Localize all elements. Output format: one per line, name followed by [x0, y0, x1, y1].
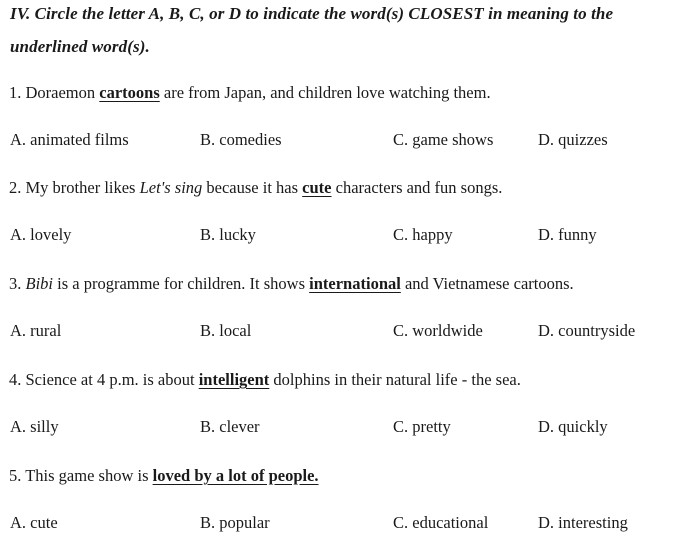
stem-text: 1. Doraemon	[9, 83, 100, 102]
stem-text: Bibi	[25, 274, 53, 293]
instruction-line-2: underlined word(s).	[10, 37, 150, 56]
option-5-c[interactable]: C. educational	[393, 513, 489, 532]
option-1-c[interactable]: C. game shows	[393, 130, 494, 149]
option-3-b[interactable]: B. local	[200, 321, 252, 340]
option-4-c[interactable]: C. pretty	[393, 417, 451, 436]
option-2-c[interactable]: C. happy	[393, 225, 453, 244]
underlined-keyword: loved by a lot of people.	[152, 466, 319, 485]
question-stem-1	[9, 83, 491, 103]
stem-text: are from Japan, and children love watching them.	[159, 83, 491, 102]
stem-text: is a programme for children. It shows	[53, 274, 310, 293]
question-stem-2	[9, 178, 502, 198]
stem-text: Let's sing	[139, 178, 203, 197]
options-row-5	[0, 513, 688, 535]
question-stem-5	[9, 466, 319, 486]
option-2-b[interactable]: B. lucky	[200, 225, 256, 244]
instruction-line-1: IV. Circle the letter A, B, C, or D to indicate the word(s) CLOSEST in meaning to the	[10, 4, 614, 23]
option-3-a[interactable]: A. rural	[10, 321, 62, 340]
stem-text: because it has	[202, 178, 303, 197]
option-1-a[interactable]: A. animated films	[10, 130, 129, 149]
stem-text: 3.	[9, 274, 26, 293]
option-5-d[interactable]: D. interesting	[538, 513, 628, 532]
stem-text: 2. My brother likes	[9, 178, 140, 197]
options-row-4	[0, 417, 688, 439]
stem-text: and Vietnamese cartoons.	[400, 274, 574, 293]
option-4-d[interactable]: D. quickly	[538, 417, 608, 436]
underlined-keyword: cartoons	[99, 83, 160, 102]
underlined-keyword: cute	[302, 178, 332, 197]
option-3-c[interactable]: C. worldwide	[393, 321, 483, 340]
stem-text: dolphins in their natural life - the sea.	[269, 370, 521, 389]
options-row-2	[0, 225, 688, 247]
option-3-d[interactable]: D. countryside	[538, 321, 636, 340]
options-row-1	[0, 130, 688, 152]
stem-text: characters and fun songs.	[331, 178, 503, 197]
stem-text: 4. Science at 4 p.m. is about	[9, 370, 199, 389]
option-5-b[interactable]: B. popular	[200, 513, 270, 532]
question-stem-4	[9, 370, 521, 390]
option-1-d[interactable]: D. quizzes	[538, 130, 608, 149]
option-2-d[interactable]: D. funny	[538, 225, 597, 244]
option-1-b[interactable]: B. comedies	[200, 130, 282, 149]
option-4-b[interactable]: B. clever	[200, 417, 260, 436]
question-stem-3	[9, 274, 574, 294]
underlined-keyword: intelligent	[198, 370, 270, 389]
options-row-3	[0, 321, 688, 343]
underlined-keyword: international	[309, 274, 401, 293]
option-5-a[interactable]: A. cute	[10, 513, 58, 532]
option-4-a[interactable]: A. silly	[10, 417, 59, 436]
option-2-a[interactable]: A. lovely	[10, 225, 72, 244]
stem-text: 5. This game show is	[9, 466, 153, 485]
